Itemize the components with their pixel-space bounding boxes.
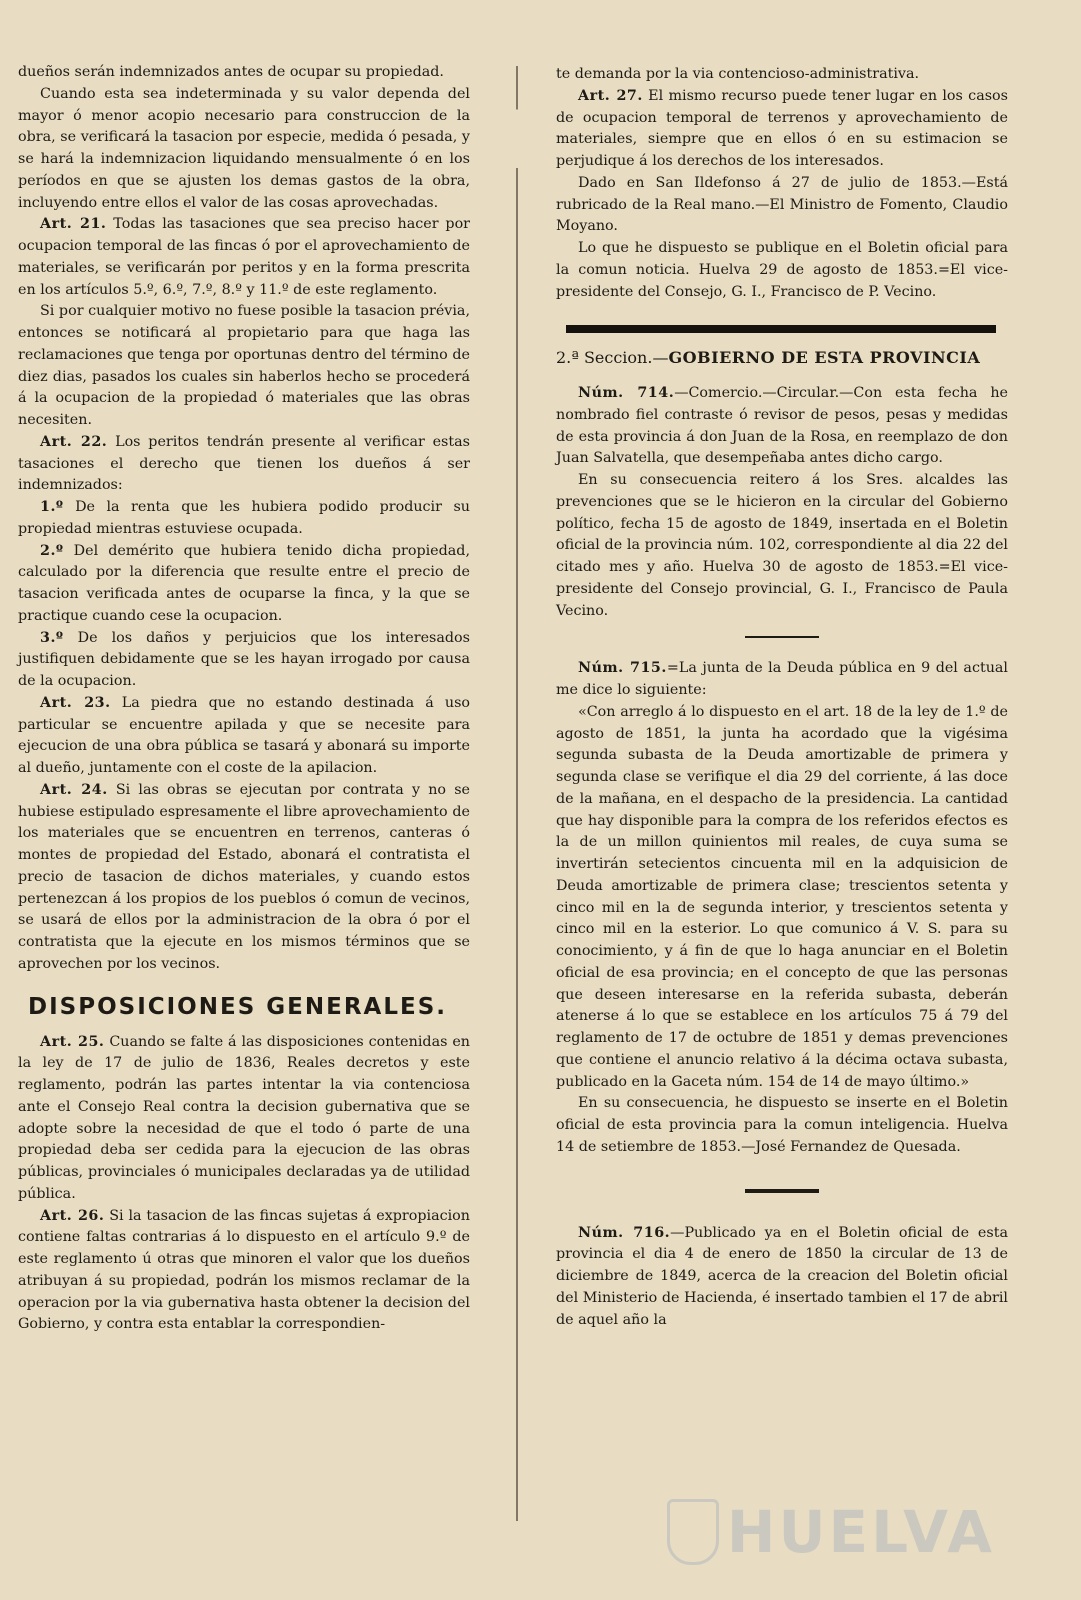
article-label: Art. 27. bbox=[578, 87, 643, 104]
item-text: De los daños y perjuicios que los interesados justifiquen debidamente que se les hayan irrogado por causa de la ocupacion. bbox=[18, 629, 471, 689]
notice-714 bbox=[556, 383, 1008, 470]
divider bbox=[745, 1189, 819, 1193]
article-text: El mismo recurso puede tener lugar en los casos de ocupacion temporal de terrenos y aprovechamiento de materiales, siempre que en ellos ó en su estimacion se perjudique á los derechos de los interesados. bbox=[556, 87, 1008, 169]
article-label: Art. 23. bbox=[40, 694, 111, 711]
paragraph: «Con arreglo á lo dispuesto en el art. 18 de la ley de 1.º de agosto de 1851, la junta ha acordado que la vigésima segunda subasta de la Deuda amortizable de primera y segunda clase se verifique el dia 29 del corriente, á las doce de la mañana, en el despacho de la presidencia. La cantidad que hay disponible para la compra de los referidos efectos es la de un millon quinientos mil reales, de cuya suma se invertirán setecientos cincuenta mil en la adquisicion de Deuda amortizable de primera clase; trescientos setenta y cinco mil en la de segunda interior, y trescientos setenta y cinco mil en la esterior. Lo que comunico á V. S. para su conocimiento, y á fin de que lo haga anunciar en el Boletin oficial de esa provincia; en el concepto de que las personas que deseen interesarse en la referida subasta, deberán atenerse á lo que se establece en los artículos 75 á 79 del reglamento de 17 de octubre de 1851 y demas prevenciones que contiene el anuncio relativo á la décima octava subasta, publicado en la Gaceta núm. 154 de 14 de mayo último.» bbox=[556, 703, 1008, 1090]
publication-notice: Lo que he dispuesto se publique en el Boletin oficial para la comun noticia. Huelva 29 de agosto de 1853.=El vice-presidente del Consejo, G. I., Francisco de P. Vecino. bbox=[556, 240, 1008, 300]
section-heading: DISPOSICIONES GENERALES. bbox=[28, 993, 447, 1020]
notice-715 bbox=[556, 658, 1008, 702]
shield-icon bbox=[667, 1499, 719, 1565]
section-title bbox=[556, 347, 1008, 369]
notice-text: —Comercio.—Circular.—Con esta fecha he nombrado fiel contraste ó revisor de pesos, pesas y medidas de esta provincia á don Juan de la Rosa, en reemplazo de don Juan Salvatella, que desempeñaba antes dicho cargo. bbox=[556, 385, 1008, 467]
item-label: 1.º bbox=[40, 499, 64, 515]
right-column bbox=[556, 64, 1008, 1331]
article-27 bbox=[556, 86, 1008, 173]
paragraph: En su consecuencia reitero á los Sres. alcaldes las prevenciones que se le hicieron en la circular del Gobierno político, fecha 15 de agosto de 1849, insertada en el Boletin oficial de la provincia núm. 102, correspondiente al dia 22 del citado mes y año. Huelva 30 de agosto de 1853.=El vice-presidente del Consejo provincial, G. I., Francisco de Paula Vecino. bbox=[556, 472, 1008, 619]
article-text: Si las obras se ejecutan por contrata y no se hubiese estipulado espresamente el libre aprovechamiento de los materiales que se encuentren en terrenos, canteras ó montes de propiedad del Estado, abonará el contratista el precio de tasacion de dichos materiales, y cuando estos pertenezcan á los propios de los pueblos ó comun de vecinos, se usará de ellos por la administracion de la obra ó por el contratista que la ejecute en los mismos términos que se aprovechen por los vecinos. bbox=[18, 781, 471, 972]
article-label: Art. 21. bbox=[40, 216, 107, 233]
section-number: 2.ª Seccion.— bbox=[556, 348, 669, 368]
list-item bbox=[18, 628, 470, 693]
item-label: 3.º bbox=[40, 629, 64, 646]
article-22 bbox=[18, 432, 470, 497]
list-item bbox=[18, 497, 470, 541]
notice-label: Núm. 715. bbox=[578, 660, 667, 677]
article-label: Art. 24. bbox=[40, 781, 108, 798]
paragraph: dueños serán indemnizados antes de ocupar su propiedad. bbox=[18, 64, 444, 80]
article-text: Cuando se falte á las disposiciones contenidas en la ley de 17 de julio de 1836, Reales decretos y este reglamento, podrán las partes intentar la via contenciosa ante el Consejo Real contra la decision gubernativa que se adopte sobre la necesidad de que el todo ó parte de una propiedad deba ser cedida para la ejecucion de las obras públicas, provinciales ó municipales declaradas ya de utilidad pública. bbox=[18, 1033, 471, 1202]
paragraph: En su consecuencia, he dispuesto se inserte en el Boletin oficial de esta provincia para la comun inteligencia. Huelva 14 de setiembre de 1853.—José Fernandez de Quesada. bbox=[556, 1095, 1008, 1155]
item-text: De la renta que les hubiera podido producir su propiedad mientras estuviese ocupada. bbox=[18, 499, 470, 537]
notice-label: Núm. 716. bbox=[578, 1224, 671, 1241]
paragraph: Cuando esta sea indeterminada y su valor dependa del mayor ó menor acopio necesario para construccion de la obra, se verificará la tasacion por especie, medida ó pesada, y se hará la indemnizacion liquidando mensualmente ó en los períodos en que se ajusten los demas gastos de la obra, incluyendo entre ellos el valor de las cosas aprovechadas. bbox=[18, 85, 470, 211]
paragraph: te demanda por la via contencioso-administrativa. bbox=[556, 66, 920, 82]
article-text: Los peritos tendrán presente al verificar estas tasaciones el derecho que tienen los dueños á ser indemnizados: bbox=[18, 433, 471, 494]
article-text: Si la tasacion de las fincas sujetas á expropiacion contiene faltas contrarias á lo dispuesto en el artículo 9.º de este reglamento ú otras que minoren el valor que los dueños atribuyan á su propiedad, podrán los mismos reclamar de la operacion por la via gubernativa hasta obtener la decision del Gobierno, y contra esta entablar la correspondien- bbox=[18, 1207, 471, 1333]
notice-text: =La junta de la Deuda pública en 9 del actual me dice lo siguiente: bbox=[556, 660, 1008, 698]
article-label: Art. 26. bbox=[40, 1207, 105, 1224]
article-label: Art. 22. bbox=[40, 433, 108, 450]
notice-text: —Publicado ya en el Boletin oficial de esta provincia el dia 4 de enero de 1850 la circular de 13 de diciembre de 1849, acerca de la creacion del Boletin oficial del Ministerio de Hacienda, é insertado tambien el 17 de abril de aquel año la bbox=[556, 1224, 1008, 1328]
notice-716 bbox=[556, 1223, 1008, 1332]
section-divider bbox=[566, 325, 996, 333]
paragraph: Si por cualquier motivo no fuese posible la tasacion prévia, entonces se notificará al propietario para que haga las reclamaciones que tenga por oportunas dentro del término de diez dias, pasados los cuales sin haberlos hecho se procederá á la ocupacion de la propiedad ó materiales que las obras necesiten. bbox=[18, 303, 470, 428]
decree-signature: Dado en San Ildefonso á 27 de julio de 1853.—Está rubricado de la Real mano.—El Ministro de Fomento, Claudio Moyano. bbox=[556, 174, 1008, 235]
article-text: La piedra que no estando destinada á uso particular se encuentre apilada y que se necesite para ejecucion de una obra pública se tasará y abonará su importe al dueño, juntamente con el coste de la apilacion. bbox=[18, 694, 471, 776]
section-name: GOBIERNO DE ESTA PROVINCIA bbox=[668, 348, 981, 368]
article-24 bbox=[18, 780, 470, 976]
column-divider bbox=[516, 66, 518, 1521]
article-21 bbox=[18, 214, 470, 301]
article-26 bbox=[18, 1206, 470, 1337]
notice-label: Núm. 714. bbox=[578, 385, 675, 401]
item-text: Del demérito que hubiera tenido dicha propiedad, calculado por la diferencia que resulte entre el precio de tasacion verificada antes de ocuparse la finca, y la que se practique cuando cese la ocupacion. bbox=[18, 542, 471, 624]
watermark-text: HUELVA bbox=[726, 1498, 995, 1566]
article-text: Todas las tasaciones que sea preciso hacer por ocupacion temporal de las fincas ó por el aprovechamiento de materiales, se verificarán por peritos y en la forma prescrita en los artículos 5.º, 6.º, 7.º, 8.º y 11.º de este reglamento. bbox=[18, 216, 471, 298]
article-25 bbox=[18, 1032, 470, 1206]
divider bbox=[745, 636, 819, 638]
watermark bbox=[667, 1498, 995, 1566]
list-item bbox=[18, 541, 470, 628]
left-column bbox=[18, 62, 470, 1336]
item-label: 2.º bbox=[40, 542, 64, 559]
article-23 bbox=[18, 693, 470, 780]
article-label: Art. 25. bbox=[40, 1033, 105, 1050]
